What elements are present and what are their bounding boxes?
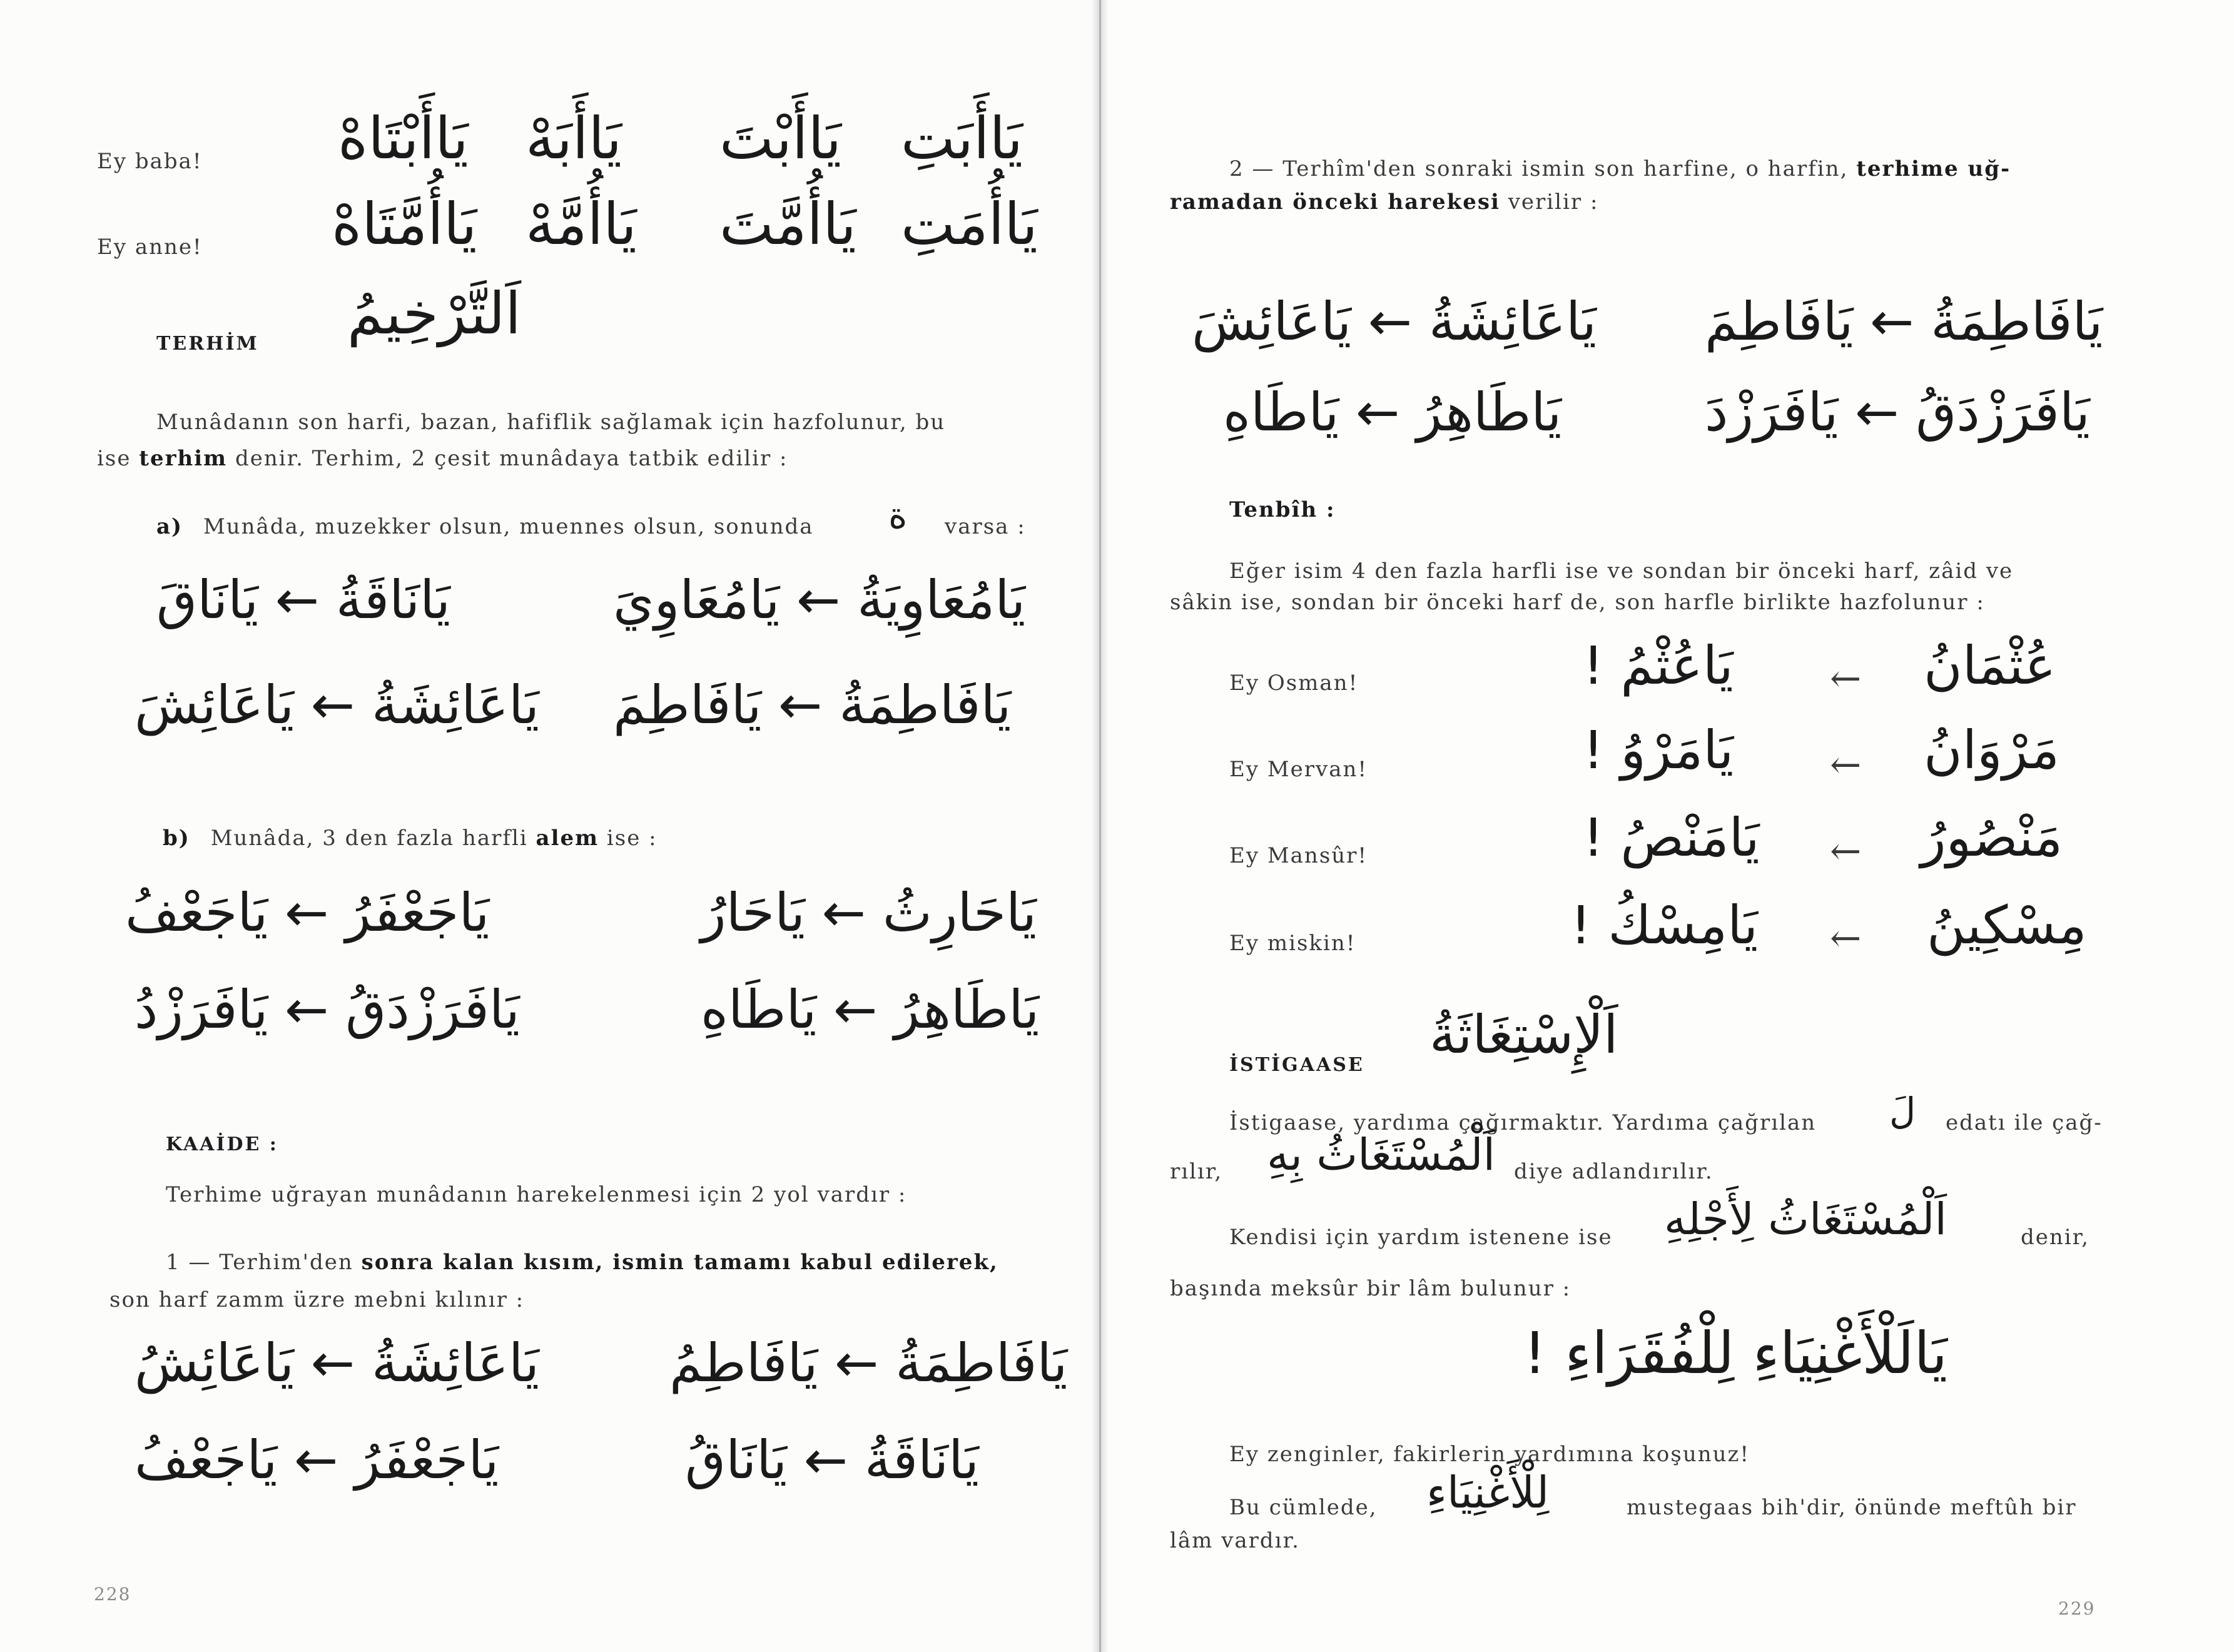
text-run: ise: [97, 446, 131, 471]
arabic-form: يَاأَبْتَ: [719, 105, 842, 172]
arabic-phrase: لِلْأَغْنِيَاءِ: [1426, 1467, 1550, 1518]
paragraph-line: Terhime uğrayan munâdanın harekelenmesi için 2 yol vardır :: [166, 1182, 907, 1207]
name-full: عُثْمَانُ: [1924, 635, 2056, 696]
name-short: يَاعُثْمُ !: [1583, 635, 1734, 696]
text-run: denir,: [2021, 1225, 2089, 1250]
bold-term: ramadan önceki harekesi: [1170, 190, 1500, 215]
arrow-icon: ←: [1830, 829, 1863, 873]
paragraph-line: son harf zamm üzre mebni kılınır :: [109, 1287, 525, 1312]
paragraph-line: İstigaase, yardıma çağırmaktır. Yardıma çağrılan: [1229, 1110, 1817, 1135]
rule-2: [1229, 156, 2011, 181]
text-run: Bu cümlede,: [1229, 1495, 1378, 1520]
example-translation: Ey zenginler, fakirlerin yardımına koşunuz!: [1229, 1442, 1750, 1467]
text-run: lâm vardır.: [1170, 1528, 1300, 1553]
rule-2-cont: [1170, 190, 1598, 215]
name-short: يَامِسْكُ !: [1570, 894, 1759, 956]
paragraph-line: başında meksûr bir lâm bulunur :: [1170, 1276, 1571, 1301]
text-run: rılır,: [1170, 1159, 1223, 1184]
name-gloss: Ey miskin!: [1229, 931, 1356, 956]
text-run: verilir :: [1508, 190, 1599, 215]
name-gloss: Ey Mansûr!: [1229, 843, 1368, 868]
ta-marbuta-letter: ة: [888, 494, 908, 537]
terhim-pair: يَاعَائِشَةُ ← يَاعَائِشُ: [135, 1332, 539, 1394]
rule-1: [166, 1250, 998, 1275]
name-full: مَرْوَانُ: [1924, 719, 2059, 781]
page-number: 229: [2058, 1598, 2096, 1619]
terhim-pair: يَانَاقَةُ ← يَانَاقَ: [156, 569, 451, 631]
text-run: 1 — Terhim'den: [166, 1250, 353, 1275]
right-page: [1107, 0, 2234, 1652]
example-arabic: يَالَلْأَغْنِيَاءِ لِلْفُقَرَاءِ !: [1523, 1320, 1948, 1387]
arabic-form: يَاأُمَّتَ: [719, 191, 856, 258]
book-gutter: [1092, 0, 1108, 1652]
bold-term: alem: [536, 826, 599, 851]
text-run: diye adlandırılır.: [1514, 1159, 1714, 1184]
arabic-form: يَاأَبْتَاهْ: [338, 105, 469, 172]
text-run: varsa :: [945, 514, 1026, 539]
arabic-form: يَاأَبَتِ: [901, 105, 1023, 172]
arabic-form: يَاأُمَتِ: [901, 191, 1038, 258]
text-run: Munâda, 3 den fazla harfli: [210, 826, 528, 851]
kaide-heading: KAAİDE :: [166, 1133, 278, 1155]
terhim-pair: يَاعَائِشَةُ ← يَاعَائِشَ: [135, 674, 539, 736]
terhim-pair: يَاحَارِثُ ← يَاحَارُ: [701, 882, 1037, 943]
name-full: مَنْصُورُ: [1921, 807, 2063, 868]
terhim-heading: TERHİM: [156, 333, 259, 355]
text-run: 2 — Terhîm'den sonraki ismin son harfine, o harfin,: [1229, 156, 1849, 181]
text-run: edatı ile çağ-: [1946, 1110, 2103, 1135]
item-a: [156, 514, 814, 539]
arrow-icon: ←: [1830, 657, 1863, 701]
terhim-pair: يَامُعَاوِيَةُ ← يَامُعَاوِيَ: [613, 569, 1026, 631]
arabic-phrase: اَلْمُسْتَغَاثُ بِهِ: [1267, 1129, 1496, 1180]
gloss-anne: Ey anne!: [97, 235, 203, 260]
left-page: [0, 0, 1107, 1652]
name-short: يَامَرْوُ !: [1583, 719, 1734, 781]
terhim-pair: يَاطَاهِرُ ← يَاطَاهِ: [1223, 382, 1562, 443]
terhim-pair: يَافَرَزْدَقُ ← يَافَرَزْدَ: [1705, 382, 2090, 443]
text-run: Munâda, muzekker olsun, muennes olsun, sonunda: [203, 514, 814, 539]
paragraph-line: [97, 446, 788, 471]
arabic-form: يَاأُمَّهْ: [525, 191, 637, 258]
tenbih-heading: Tenbîh :: [1229, 497, 1336, 522]
page-number: 228: [94, 1584, 131, 1604]
terhim-pair: يَاطَاهِرُ ← يَاطَاهِ: [701, 979, 1040, 1040]
name-full: مِسْكِينُ: [1927, 894, 2087, 956]
terhim-pair: يَافَاطِمَةُ ← يَافَاطِمَ: [613, 674, 1012, 736]
terhim-pair: يَافَرَزْدَقُ ← يَافَرَزْدُ: [135, 979, 520, 1040]
text-run: mustegaas bih'dir, önünde meftûh bir: [1627, 1495, 2077, 1520]
terhim-pair: يَافَاطِمَةُ ← يَافَاطِمُ: [669, 1332, 1068, 1394]
paragraph-line: sâkin ise, sondan bir önceki harf de, son harfle birlikte hazfolunur :: [1170, 590, 1985, 615]
text-run: ise :: [606, 826, 658, 851]
arrow-icon: ←: [1830, 743, 1863, 787]
item-label: a): [156, 514, 183, 539]
arabic-form: يَاأَبَهْ: [525, 105, 622, 172]
name-gloss: Ey Mervan!: [1229, 757, 1368, 782]
name-gloss: Ey Osman!: [1229, 671, 1359, 696]
terhim-arabic: اَلتَّرْخِيمُ: [347, 280, 521, 347]
name-short: يَامَنْصُ !: [1583, 807, 1760, 868]
text-run: denir. Terhim, 2 çesit munâdaya tatbik edilir :: [235, 446, 788, 471]
terhim-pair: يَاجَعْفَرُ ← يَاجَعْفُ: [125, 882, 490, 943]
istigaase-arabic: اَلْإِسْتِغَاثَةُ: [1429, 1004, 1618, 1065]
terhim-pair: يَاعَائِشَةُ ← يَاعَائِشَ: [1192, 291, 1597, 352]
arabic-form: يَاأُمَّتَاهْ: [332, 191, 477, 258]
text-run: Kendisi için yardım istenene ise: [1229, 1225, 1613, 1250]
paragraph-line: Eğer isim 4 den fazla harfli ise ve sondan bir önceki harf, zâid ve: [1229, 559, 2014, 584]
lam-letter: لَ: [1889, 1090, 1916, 1132]
arrow-icon: ←: [1830, 916, 1863, 960]
bold-term: terhime uğ-: [1856, 156, 2011, 181]
gloss-baba: Ey baba!: [97, 149, 203, 174]
terhim-pair: يَافَاطِمَةُ ← يَافَاطِمَ: [1705, 291, 2103, 352]
item-b: [163, 826, 658, 851]
bold-term: terhim: [139, 446, 228, 471]
bold-term: sonra kalan kısım, ismin tamamı kabul edilerek,: [361, 1250, 998, 1275]
terhim-pair: يَاجَعْفَرُ ← يَاجَعْفُ: [135, 1429, 499, 1491]
item-label: b): [163, 826, 190, 851]
terhim-pair: يَانَاقَةُ ← يَانَاقُ: [685, 1429, 980, 1491]
arabic-phrase: اَلْمُسْتَغَاثُ لِأَجْلِهِ: [1664, 1193, 1947, 1245]
istigaase-heading: İSTİGAASE: [1229, 1054, 1364, 1076]
paragraph-line: Munâdanın son harfi, bazan, hafiflik sağlamak için hazfolunur, bu: [156, 410, 946, 435]
